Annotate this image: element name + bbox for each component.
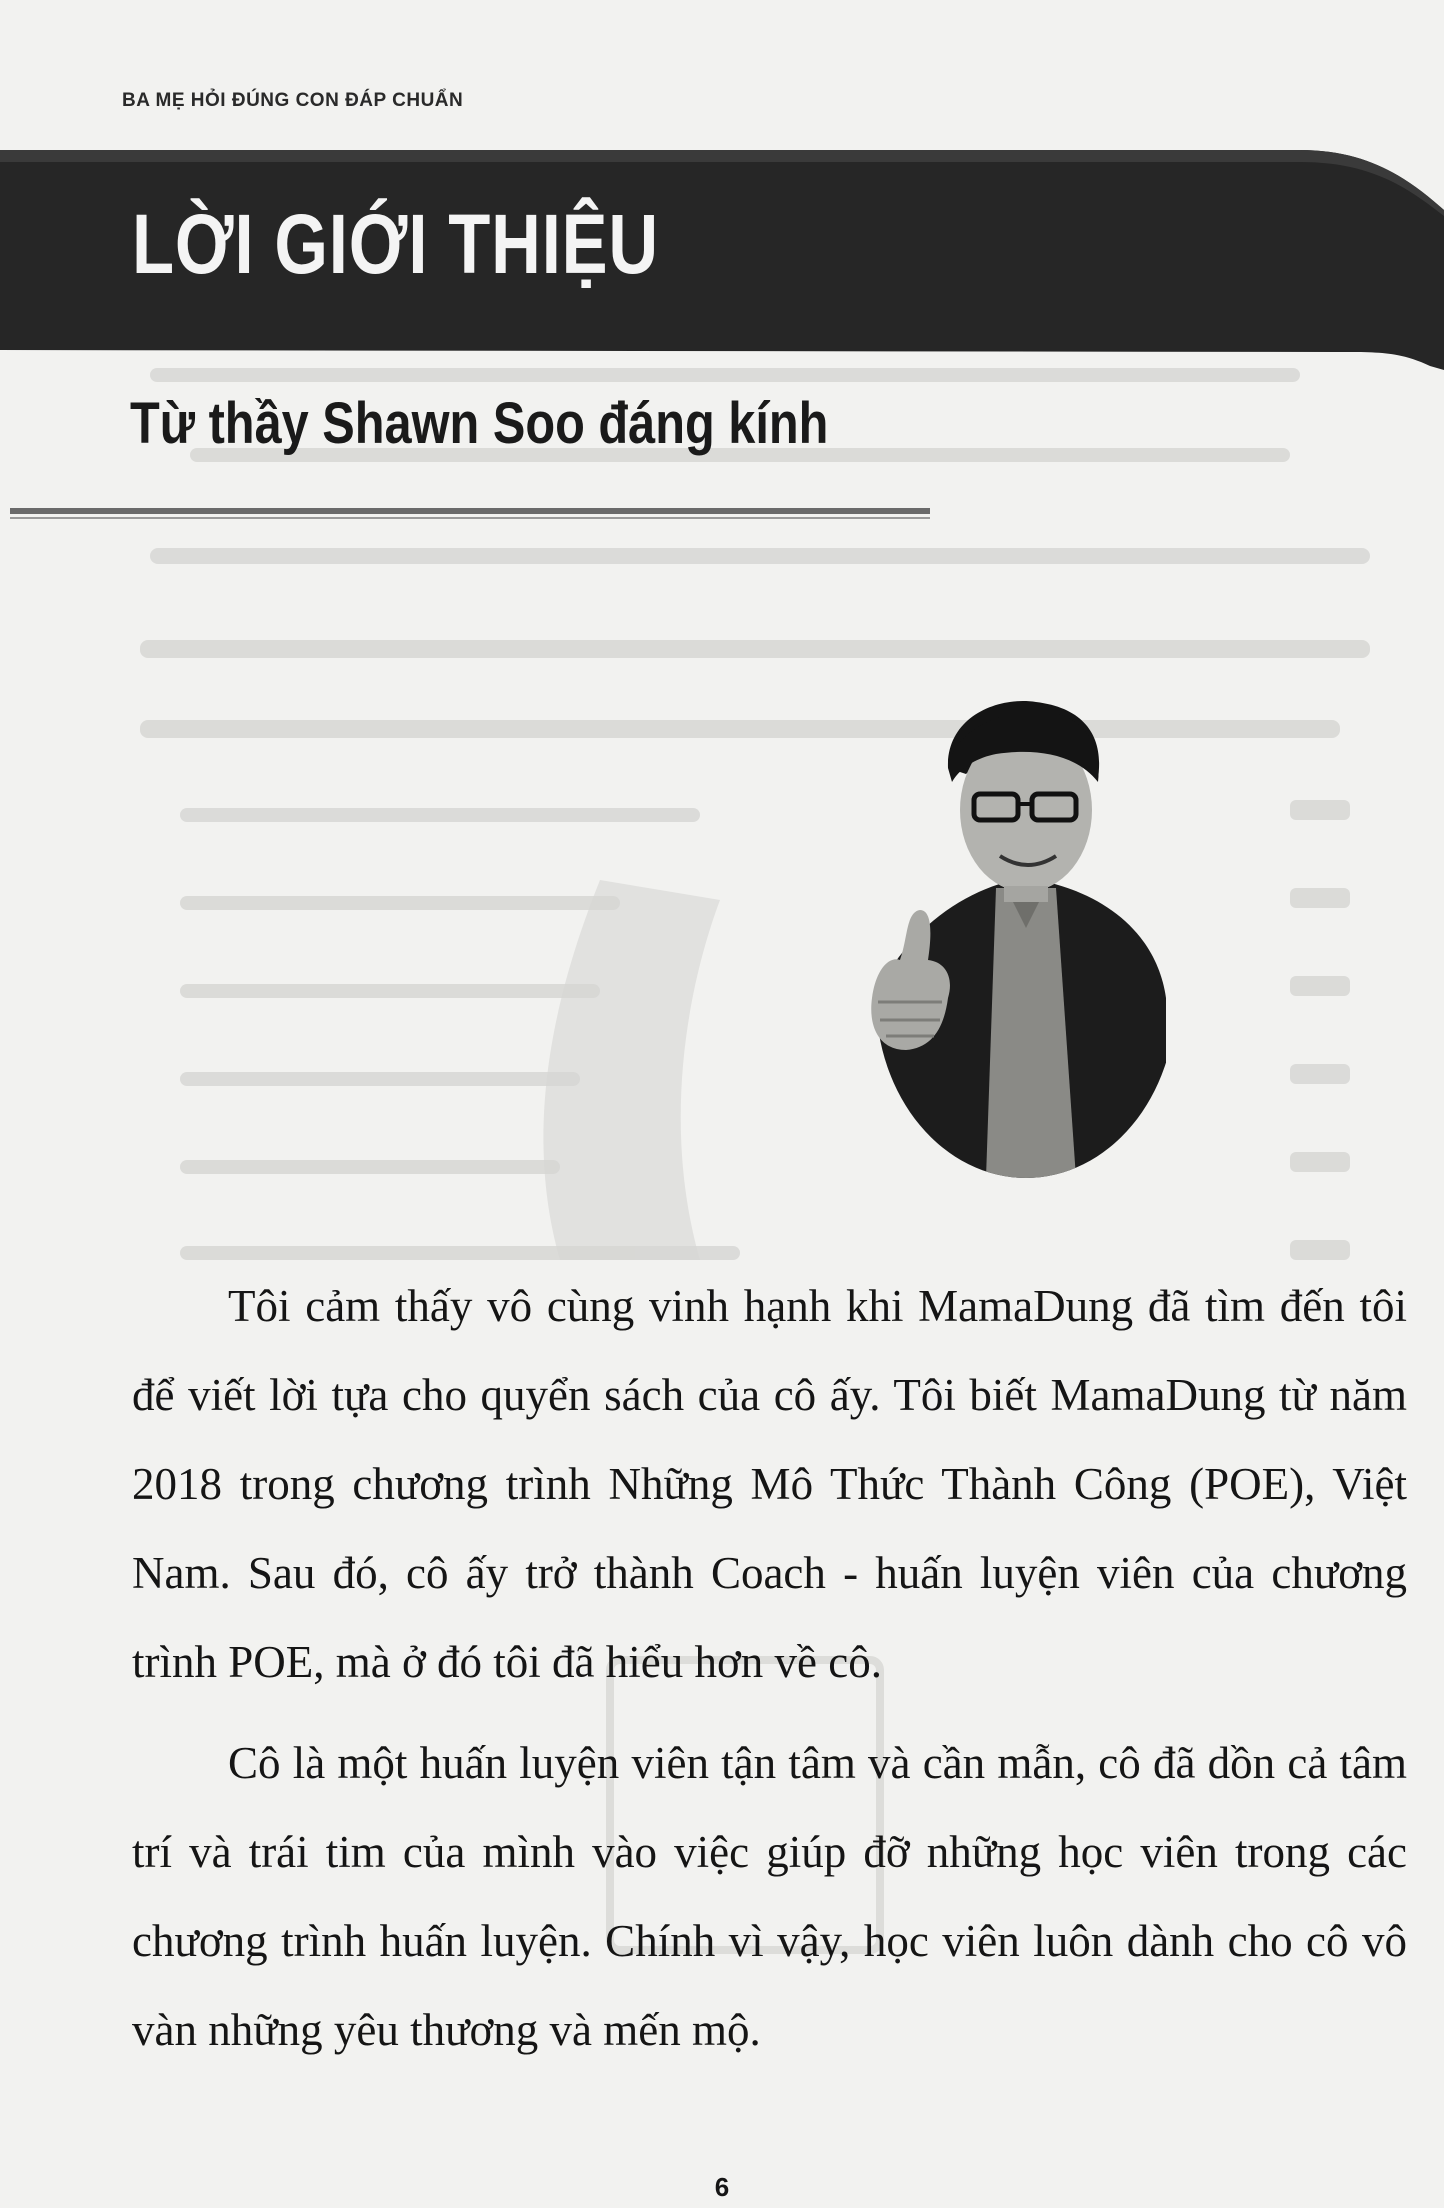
paragraph: Tôi cảm thấy vô cùng vinh hạnh khi MamaDung đã tìm đến tôi để viết lời tựa cho quyển sách của cô ấy. Tôi biết MamaDung từ năm 2018 trong chương trình Những Mô Thức Thành Công (POE), Việt Nam. Sau đó, cô ấy trở thành Coach - huấn luyện viên của chương trình POE, mà ở đó tôi đã hiểu hơn về cô. <box>132 1281 1407 1687</box>
subtitle-rule <box>10 508 930 514</box>
running-head: BA MẸ HỎI ĐÚNG CON ĐÁP CHUẨN <box>122 90 464 111</box>
chapter-title: LỜI GIỚI THIỆU <box>132 197 659 291</box>
body-text <box>132 1262 1407 2087</box>
paragraph: Cô là một huấn luyện viên tận tâm và cần mẫn, cô đã dồn cả tâm trí và trái tim của mình vào việc giúp đỡ những học viên trong các chương trình huấn luyện. Chính vì vậy, học viên luôn dành cho cô vô vàn những yêu thương và mến mộ. <box>132 1738 1407 2055</box>
page-number-container <box>0 2172 1444 2203</box>
page-number: 6 <box>714 2172 730 2202</box>
subtitle-rule-thin <box>10 517 930 519</box>
section-subtitle: Từ thầy Shawn Soo đáng kính <box>130 391 829 456</box>
author-portrait <box>836 698 1166 1178</box>
